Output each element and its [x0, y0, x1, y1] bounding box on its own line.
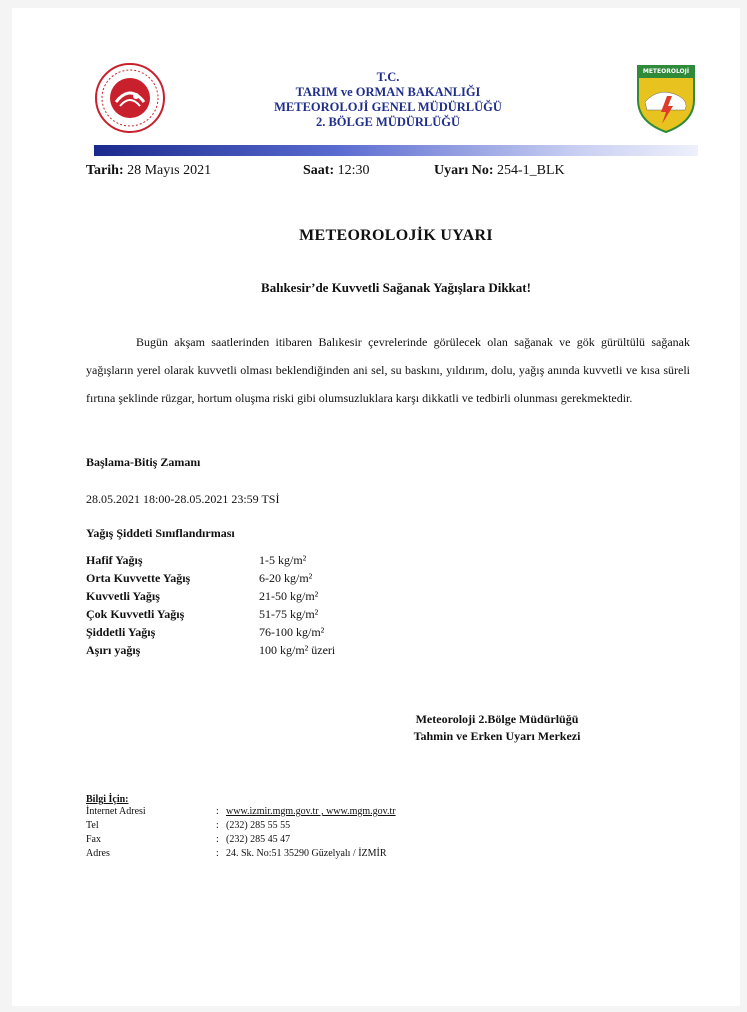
contact-value: 24. Sk. No:51 35290 Güzelyalı / İZMİR	[226, 848, 387, 859]
contact-separator: :	[216, 848, 219, 859]
meteorology-logo	[635, 62, 697, 134]
contact-row	[86, 820, 586, 834]
time-label: Saat:	[303, 163, 335, 178]
contact-key: Tel	[86, 820, 99, 831]
classification-row	[86, 553, 486, 571]
contact-row	[86, 848, 586, 862]
contact-separator: :	[216, 820, 219, 831]
classification-row	[86, 625, 486, 643]
classification-row	[86, 589, 486, 607]
contact-value: (232) 285 45 47	[226, 834, 291, 845]
date-field	[86, 163, 211, 179]
classification-value: 51-75 kg/m²	[259, 607, 319, 621]
warning-number-label: Uyarı No:	[434, 163, 494, 178]
classification-name: Çok Kuvvetli Yağış	[86, 607, 185, 621]
warning-number-field	[434, 163, 565, 179]
classification-label: Yağış Şiddeti Sınıflandırması	[86, 526, 235, 540]
document-title: METEOROLOJİK UYARI	[299, 227, 493, 244]
classification-value: 21-50 kg/m²	[259, 589, 319, 603]
contact-separator: :	[216, 806, 219, 817]
ministry-seal-icon	[94, 62, 166, 134]
document-page	[12, 8, 740, 1006]
logo-label: METEOROLOJİ	[642, 68, 690, 75]
classification-name: Şiddetli Yağış	[86, 625, 156, 639]
timing-value: 28.05.2021 18:00-28.05.2021 23:59 TSİ	[86, 492, 280, 506]
contact-value: (232) 285 55 55	[226, 820, 291, 831]
contact-key: Adres	[86, 848, 110, 859]
signature-line-2: Tahmin ve Erken Uyarı Merkezi	[413, 729, 581, 743]
header-line-tc: T.C.	[376, 70, 400, 84]
header-divider	[94, 145, 698, 156]
header-block	[192, 70, 584, 130]
classification-row	[86, 571, 486, 589]
warning-number-value: 254-1_BLK	[497, 163, 565, 178]
classification-name: Hafif Yağış	[86, 553, 143, 567]
date-value: 28 Mayıs 2021	[127, 163, 212, 178]
contact-info-label: Bilgi İçin:	[86, 794, 129, 805]
contact-separator: :	[216, 834, 219, 845]
classification-row	[86, 607, 486, 625]
header-line-region: 2. BÖLGE MÜDÜRLÜĞÜ	[315, 115, 461, 129]
contact-key: Fax	[86, 834, 101, 845]
document-subtitle: Balıkesir’de Kuvvetli Sağanak Yağışlara Dikkat!	[261, 280, 531, 295]
classification-value: 100 kg/m² üzeri	[259, 643, 336, 657]
classification-value: 76-100 kg/m²	[259, 625, 325, 639]
classification-name: Aşırı yağış	[86, 643, 141, 657]
timing-label: Başlama-Bitiş Zamanı	[86, 455, 201, 469]
contact-row	[86, 806, 586, 820]
time-field	[303, 163, 370, 179]
website-link[interactable]: www.izmir.mgm.gov.tr , www.mgm.gov.tr	[226, 806, 396, 817]
header-line-ministry: TARIM ve ORMAN BAKANLIĞI	[295, 85, 481, 99]
signature-block	[372, 711, 622, 745]
classification-name: Orta Kuvvette Yağış	[86, 571, 191, 585]
classification-value: 6-20 kg/m²	[259, 571, 313, 585]
contact-key: İnternet Adresi	[86, 806, 146, 817]
contact-row	[86, 834, 586, 848]
classification-row	[86, 643, 486, 661]
date-label: Tarih:	[86, 163, 124, 178]
header-line-directorate: METEOROLOJİ GENEL MÜDÜRLÜĞÜ	[274, 100, 502, 114]
classification-name: Kuvvetli Yağış	[86, 589, 160, 603]
classification-value: 1-5 kg/m²	[259, 553, 307, 567]
warning-body: Bugün akşam saatlerinden itibaren Balıkesir çevrelerinde görülecek olan sağanak ve gök gürültülü sağanak yağışların yerel olarak kuvvetli olması beklendiğinden ani sel, su baskını, yıldırım, dolu, yağış anında kuvvetli ve kısa süreli fırtına şeklinde rüzgar, hortum oluşma riski gibi olumsuzluklara karşı dikkatli ve tedbirli olunması gerekmektedir.	[86, 335, 690, 405]
time-value: 12:30	[337, 163, 370, 178]
signature-line-1: Meteoroloji 2.Bölge Müdürlüğü	[415, 712, 579, 726]
